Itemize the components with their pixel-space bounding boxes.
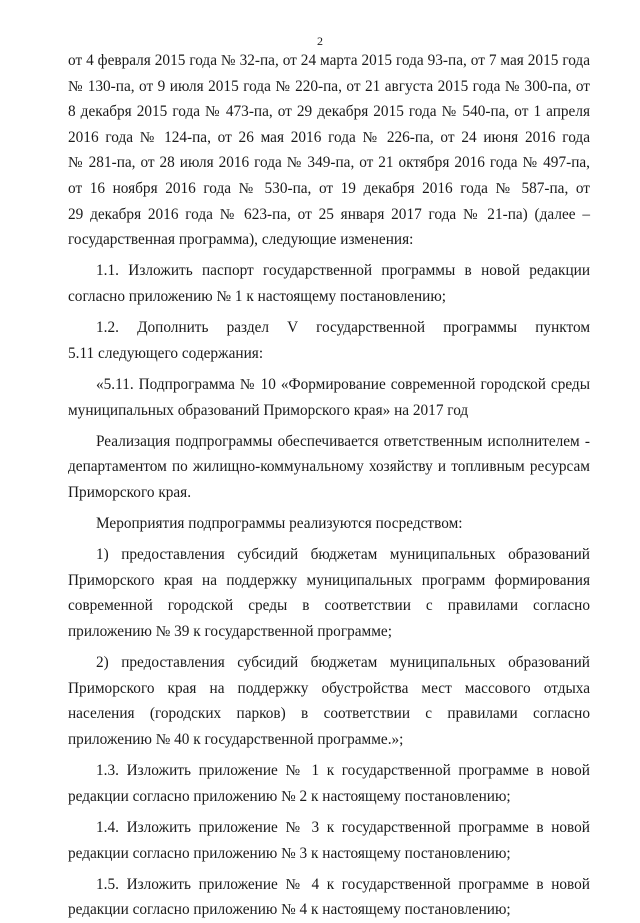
text-line: 1.5. Изложить приложение № 4 к государственной программе в новой bbox=[96, 875, 590, 893]
paragraph-measure-1 bbox=[68, 542, 590, 644]
paragraph-subprogram-title bbox=[68, 372, 590, 423]
text-line: 1.2. Дополнить раздел V государственной программы пунктом bbox=[96, 319, 590, 337]
text-line: 2016 года № 124-па, от 26 мая 2016 года № 226-па, от 24 июня 2016 года bbox=[68, 128, 590, 146]
text-line: приложению № 40 к государственной программе.»; bbox=[68, 731, 404, 748]
text-line: 1.4. Изложить приложение № 3 к государственной программе в новой bbox=[96, 818, 590, 836]
text-line: населения (городских парков) в соответствии с правилами согласно bbox=[68, 705, 590, 723]
text-line: 29 декабря 2016 года № 623-па, от 25 января 2017 года № 21-па) (далее – bbox=[68, 205, 590, 223]
text-line: № 281-па, от 28 июля 2016 года № 349-па, от 21 октября 2016 года № 497-па, bbox=[68, 154, 590, 172]
text-line: редакции согласно приложению № 4 к настоящему постановлению; bbox=[68, 901, 511, 919]
text-line: «5.11. Подпрограмма № 10 «Формирование современной городской среды bbox=[96, 375, 590, 393]
text-line: от 16 ноября 2016 года № 530-па, от 19 декабря 2016 года № 587-па, от bbox=[68, 179, 590, 197]
text-line: муниципальных образований Приморского края» на 2017 год bbox=[68, 401, 469, 419]
text-line: Приморского края. bbox=[68, 483, 192, 501]
text-line: Реализация подпрограммы обеспечивается ответственным исполнителем - bbox=[96, 432, 590, 450]
paragraph-item-1-4 bbox=[68, 815, 590, 866]
paragraph-item-1-3 bbox=[68, 758, 590, 809]
text-line: от 4 февраля 2015 года № 32-па, от 24 марта 2015 года 93-па, от 7 мая 2015 года bbox=[68, 52, 590, 69]
text-line: согласно приложению № 1 к настоящему постановлению; bbox=[68, 287, 447, 305]
page-number: 2 bbox=[317, 34, 323, 48]
paragraph-item-1-1 bbox=[68, 258, 590, 309]
paragraph-implementation bbox=[68, 429, 590, 506]
text-line: департаментом по жилищно-коммунальному хозяйству и топливным ресурсам bbox=[68, 458, 590, 476]
text-line: 8 декабря 2015 года № 473-па, от 29 декабря 2015 года № 540-па, от 1 апреля bbox=[68, 103, 590, 121]
text-line: № 130-па, от 9 июля 2015 года № 220-па, от 21 августа 2015 года № 300-па, от bbox=[68, 77, 590, 95]
text-line: современной городской среды в соответствии с правилами согласно bbox=[68, 597, 590, 615]
text-line: Мероприятия подпрограммы реализуются посредством: bbox=[96, 515, 463, 533]
paragraph-measures-intro bbox=[68, 511, 590, 537]
text-line: Приморского края на поддержку обустройства мест массового отдыха bbox=[68, 679, 590, 697]
text-line: 1.3. Изложить приложение № 1 к государственной программе в новой bbox=[96, 762, 590, 780]
text-line: редакции согласно приложению № 3 к настоящему постановлению; bbox=[68, 844, 511, 862]
text-line: редакции согласно приложению № 2 к настоящему постановлению; bbox=[68, 787, 511, 805]
paragraph-item-1-2 bbox=[68, 315, 590, 366]
text-line: Приморского края на поддержку муниципальных программ формирования bbox=[68, 571, 590, 589]
text-line: 1) предоставления субсидий бюджетам муниципальных образований bbox=[96, 546, 590, 564]
text-line: 1.1. Изложить паспорт государственной программы в новой редакции bbox=[96, 262, 590, 280]
paragraph-measure-2 bbox=[68, 650, 590, 752]
paragraph-amendment-list bbox=[68, 48, 590, 253]
text-line: государственная программа), следующие изменения: bbox=[68, 231, 414, 249]
paragraph-item-1-5 bbox=[68, 872, 590, 923]
text-line: приложению № 39 к государственной программе; bbox=[68, 623, 392, 641]
document-body bbox=[68, 48, 590, 923]
text-line: 5.11 следующего содержания: bbox=[68, 344, 264, 362]
text-line: 2) предоставления субсидий бюджетам муниципальных образований bbox=[96, 654, 590, 672]
